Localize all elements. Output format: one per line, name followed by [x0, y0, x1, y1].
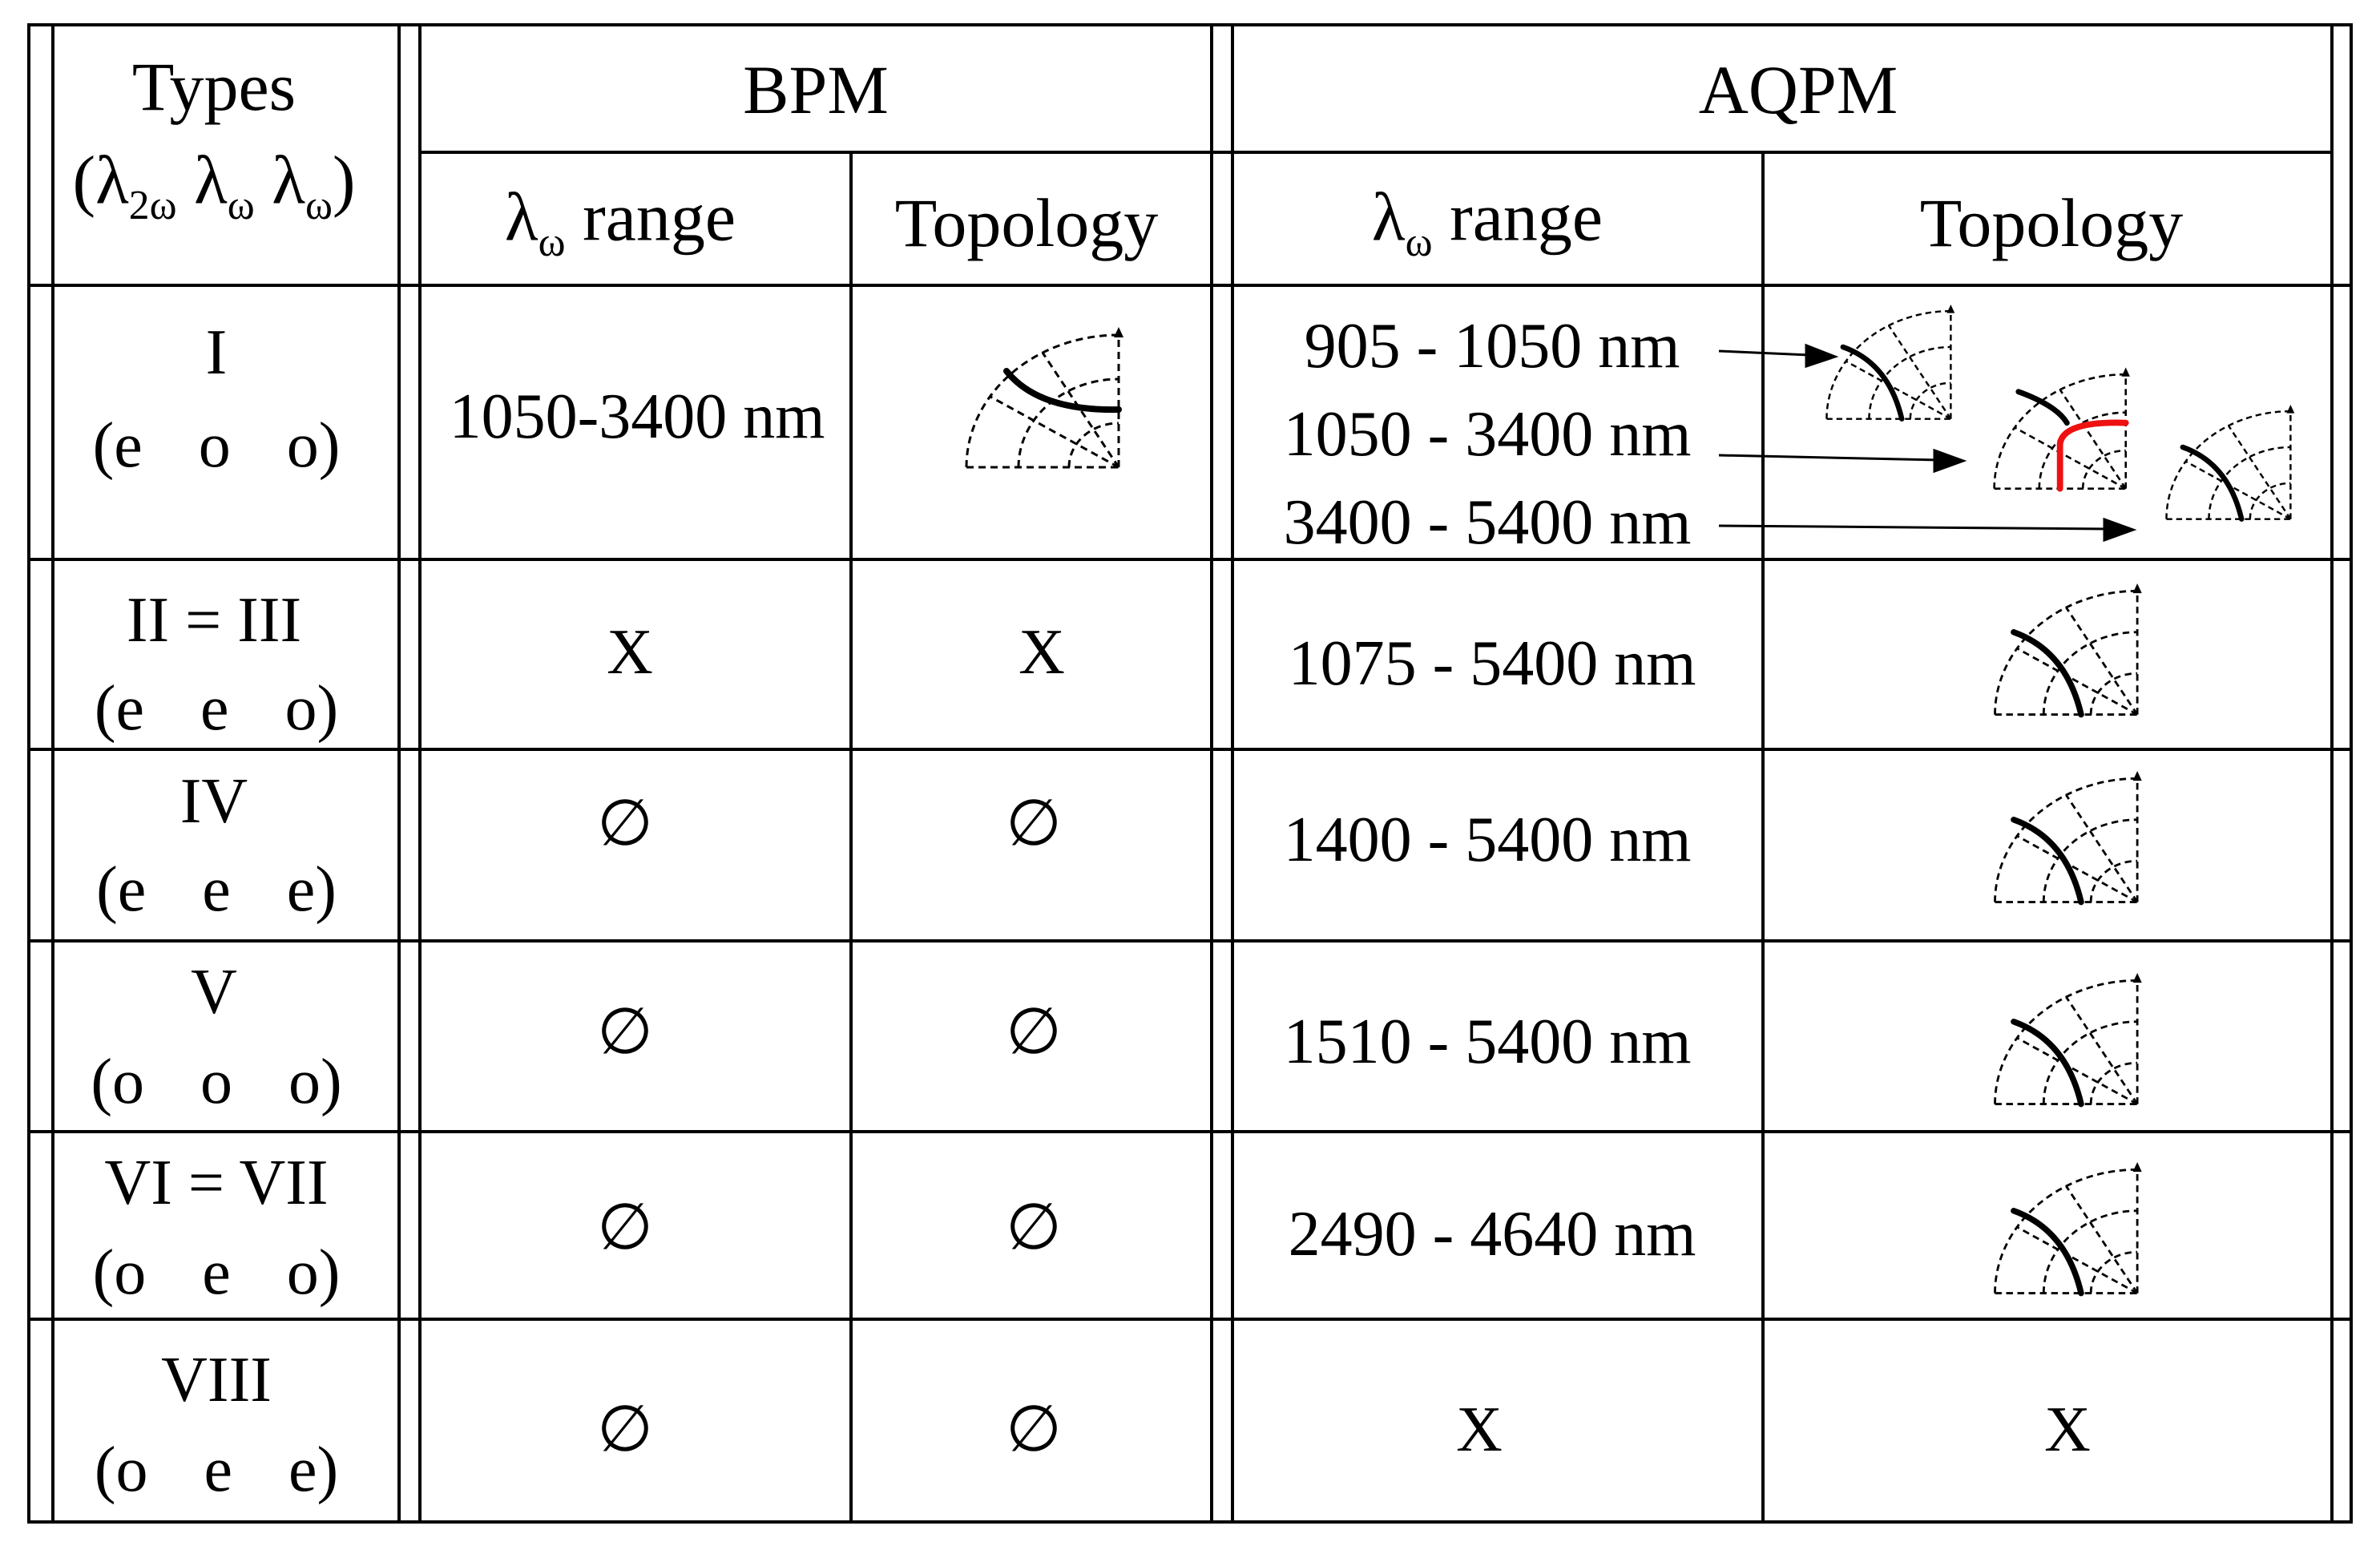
type-label: II = III	[126, 585, 302, 656]
topology-inner-arc	[2250, 483, 2291, 519]
bpm-topology-value: X	[1019, 617, 1065, 688]
topology-outer-arc	[2166, 411, 2290, 519]
bpm-range-value: ∅	[597, 1193, 653, 1263]
type-polarization: (e e e)	[96, 854, 337, 925]
topology-inner-arc	[1069, 423, 1119, 467]
aqpm-topology-diagram	[1986, 583, 2154, 721]
topology-arrow-tip	[2133, 973, 2142, 983]
bpm-topology-header: Topology	[894, 184, 1159, 261]
topology-outer-arc	[1995, 591, 2138, 714]
type-polarization: (o e e)	[94, 1435, 339, 1505]
topology-radial	[2015, 428, 2126, 489]
aqpm-range-value: 1050 - 3400 nm	[1283, 399, 1692, 470]
type-polarization: (e o o)	[92, 410, 341, 481]
aqpm-topology-header: Topology	[1919, 184, 2184, 261]
topology-curve	[1843, 347, 1902, 419]
topology-arrow-tip	[1946, 305, 1954, 313]
aqpm-range-value: 3400 - 5400 nm	[1283, 487, 1692, 558]
topology-curve-highlight	[2060, 422, 2126, 488]
type-polarization: (e e o)	[94, 673, 339, 744]
bpm-range-value: ∅	[597, 789, 653, 859]
bpm-topology-value: ∅	[1006, 1193, 1062, 1263]
topology-inner-arc	[2091, 1252, 2137, 1293]
type-label: I	[205, 317, 228, 388]
aqpm-range-value: X	[1456, 1395, 1503, 1465]
aqpm-range-value: 905 - 1050 nm	[1304, 311, 1680, 381]
topology-inner-arc	[2091, 673, 2137, 714]
topology-curve	[2183, 447, 2241, 519]
types-header: Types	[131, 48, 296, 125]
bpm-topology-diagram	[958, 327, 1135, 474]
aqpm-topology-diagram	[1986, 973, 2154, 1111]
topology-curve	[2014, 632, 2081, 715]
topology-radial	[2060, 390, 2126, 489]
types-polarization-header: ($\lambda_{2\omega}$ $\lambda_\omega$ $\lambda_\omega$)	[72, 141, 356, 228]
type-label: V	[191, 957, 237, 1027]
topology-curve	[2014, 1022, 2081, 1104]
topology-inner-arc	[1910, 383, 1951, 419]
bpm-topology-value: ∅	[1006, 789, 1062, 859]
topology-outer-arc	[1995, 980, 2138, 1104]
topology-inner-arc	[2091, 861, 2137, 902]
topology-arrow-tip	[2122, 368, 2130, 377]
aqpm-topology-diagram	[1986, 771, 2154, 909]
bpm-topology-value: ∅	[1006, 1395, 1062, 1465]
topology-arrow-tip	[2286, 405, 2294, 414]
aqpm-topology-diagram	[2156, 405, 2308, 525]
topology-arrow-tip	[2133, 771, 2142, 781]
topology-outer-arc	[1826, 311, 1950, 419]
bpm-range-value: X	[607, 617, 653, 688]
bpm-range-header: $\lambda_\omega$ range	[504, 178, 736, 265]
bpm-range-value: ∅	[597, 997, 653, 1068]
bpm-topology-value: ∅	[1006, 997, 1062, 1068]
aqpm-range-value: 1510 - 5400 nm	[1283, 1007, 1692, 1077]
bpm-range-value: 1050-3400 nm	[449, 381, 825, 452]
topology-outer-arc	[1995, 778, 2138, 902]
aqpm-header: AQPM	[1698, 51, 1898, 128]
aqpm-topology-diagram	[1986, 1162, 2154, 1300]
aqpm-topology-diagram	[1987, 367, 2140, 495]
topology-inner-arc	[2083, 450, 2126, 489]
topology-curve	[2014, 820, 2081, 902]
topology-inner-arc	[2091, 1063, 2137, 1104]
aqpm-range-value: 1400 - 5400 nm	[1283, 805, 1692, 875]
aqpm-range-value: 2490 - 4640 nm	[1288, 1199, 1696, 1269]
topology-arrow-tip	[2133, 1162, 2142, 1172]
aqpm-range-value: 1075 - 5400 nm	[1288, 628, 1696, 699]
type-label: IV	[180, 766, 248, 837]
bpm-range-value: ∅	[597, 1395, 653, 1465]
type-polarization: (o o o)	[91, 1047, 342, 1117]
bpm-header: BPM	[743, 51, 889, 128]
topology-curve	[1006, 371, 1119, 410]
topology-curve	[2019, 392, 2067, 423]
type-polarization: (o e o)	[92, 1237, 341, 1308]
aqpm-range-header: $\lambda_\omega$ range	[1371, 178, 1603, 265]
type-label: VIII	[161, 1345, 272, 1415]
type-label: VI = VII	[104, 1148, 329, 1218]
aqpm-topology-value: X	[2044, 1395, 2091, 1465]
aqpm-topology-diagram	[1816, 305, 1968, 425]
topology-arrow-tip	[1114, 327, 1123, 337]
topology-outer-arc	[1995, 1169, 2138, 1293]
topology-curve	[2014, 1211, 2081, 1294]
topology-arrow-tip	[2133, 583, 2142, 593]
